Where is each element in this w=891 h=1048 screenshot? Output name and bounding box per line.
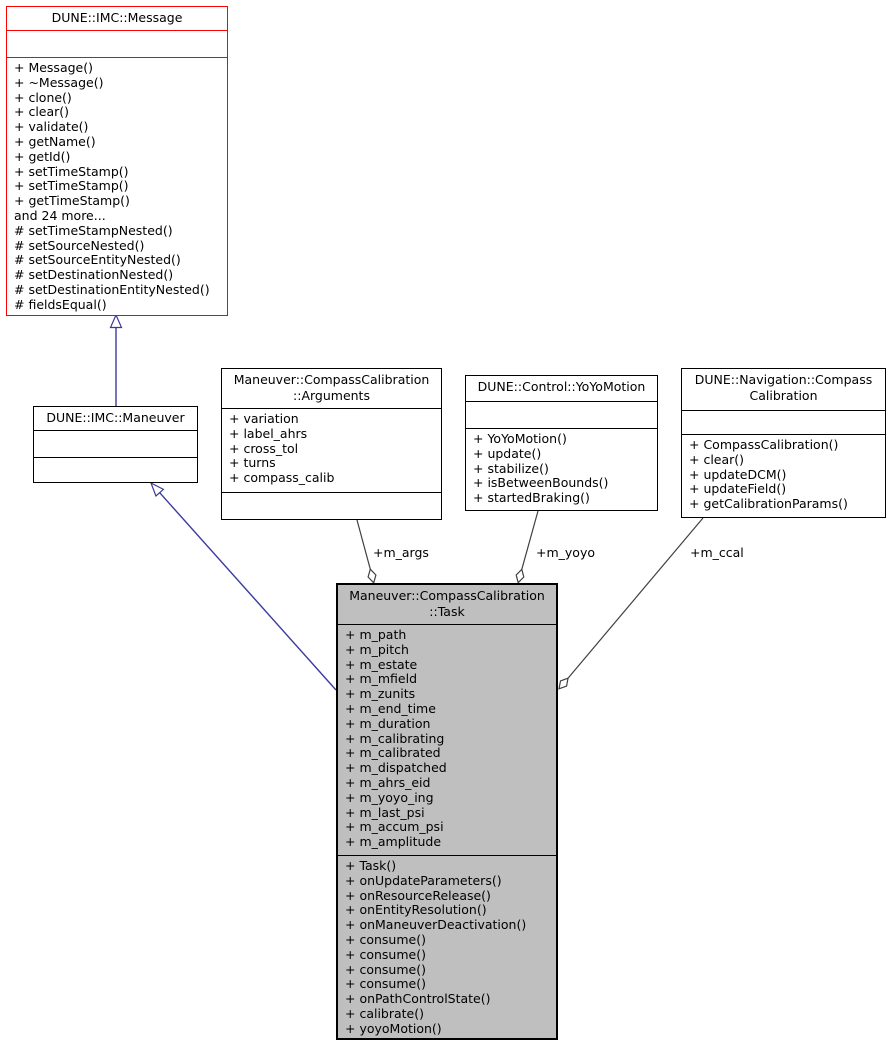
class-box-compasscalibration-task[interactable] (336, 583, 558, 1040)
member-row: # setSourceNested() (14, 237, 145, 253)
class-methods (7, 57, 227, 315)
member-row: + setTimeStamp() (14, 163, 129, 179)
member-row: + onUpdateParameters() (345, 872, 502, 888)
class-title-line: ::Arguments (293, 388, 370, 403)
member-row: + clone() (14, 89, 72, 105)
member-row: + m_amplitude (345, 834, 442, 850)
class-attributes (338, 624, 556, 855)
member-row: # fieldsEqual() (14, 296, 107, 312)
class-methods (338, 855, 556, 1038)
aggregation-line (357, 520, 370, 569)
aggregation-line (522, 511, 538, 569)
member-row: + m_yoyo_ing (345, 789, 434, 805)
aggregation-line (568, 518, 703, 678)
class-attributes (34, 430, 197, 457)
member-row: + m_last_psi (345, 804, 425, 820)
class-methods (34, 457, 197, 482)
member-row: + isBetweenBounds() (473, 475, 609, 491)
member-row: + onEntityResolution() (345, 902, 487, 918)
member-row: + consume() (345, 931, 426, 947)
class-title-line: Maneuver::CompassCalibration (349, 588, 545, 603)
class-title (338, 585, 556, 624)
class-title (222, 369, 441, 408)
edge-m-yoyo (516, 511, 595, 583)
class-box-dune-imc-message[interactable] (6, 6, 228, 316)
edge-label-m-ccal: +m_ccal (690, 545, 744, 560)
member-row: + m_calibrated (345, 745, 441, 761)
member-row: + turns (229, 455, 276, 471)
class-attributes (682, 410, 885, 434)
class-title-line: Calibration (749, 388, 818, 403)
member-row: # setDestinationEntityNested() (14, 281, 210, 297)
member-row: + getTimeStamp() (14, 193, 130, 209)
member-row: + variation (229, 411, 299, 426)
member-row: # setSourceEntityNested() (14, 252, 181, 268)
class-title (682, 369, 885, 410)
edge-m-args (357, 520, 429, 583)
class-title-line: DUNE::Control::YoYoMotion (477, 379, 646, 394)
member-row: + m_dispatched (345, 760, 447, 776)
member-row: + calibrate() (345, 1005, 425, 1021)
member-row: + startedBraking() (473, 490, 590, 506)
member-row: + updateField() (689, 481, 787, 497)
member-row: + m_pitch (345, 641, 409, 657)
class-title-line: Maneuver::CompassCalibration (233, 372, 430, 387)
member-row: + CompassCalibration() (689, 437, 839, 452)
class-title-line: DUNE::Navigation::Compass (694, 372, 873, 387)
member-row: + getId() (14, 148, 71, 164)
aggregation-diamond-icon (559, 678, 568, 689)
member-row: + Task() (345, 858, 397, 873)
member-row: + onManeuverDeactivation() (345, 917, 527, 933)
class-attributes (7, 30, 227, 57)
class-title (7, 7, 227, 30)
class-box-dune-control-yoyomotion[interactable] (465, 375, 658, 511)
member-row: + m_zunits (345, 686, 416, 702)
class-box-dune-imc-maneuver[interactable] (33, 406, 198, 483)
inheritance-arrowhead-icon (111, 315, 122, 328)
member-row: + m_calibrating (345, 730, 445, 746)
class-title-line: DUNE::IMC::Maneuver (46, 410, 185, 425)
member-row: + onPathControlState() (345, 991, 491, 1007)
inheritance-line (160, 493, 336, 690)
class-title (34, 407, 197, 430)
class-box-dune-navigation-compasscalibration[interactable] (681, 368, 886, 518)
member-row: + getName() (14, 133, 96, 149)
member-row: + YoYoMotion() (473, 431, 567, 446)
member-row: + stabilize() (473, 460, 549, 476)
aggregation-diamond-icon (516, 569, 524, 582)
member-row: + m_mfield (345, 671, 418, 687)
member-row: + getCalibrationParams() (689, 496, 848, 512)
class-title (466, 376, 657, 401)
class-title-line: ::Task (429, 604, 465, 619)
edge-label-m-args: +m_args (373, 545, 429, 560)
member-row: + m_ahrs_eid (345, 774, 431, 790)
class-methods (682, 434, 885, 517)
class-methods (222, 492, 441, 519)
member-row: # setTimeStampNested() (14, 222, 173, 238)
edge-label-m-yoyo: +m_yoyo (536, 545, 595, 560)
member-row: + label_ahrs (229, 425, 308, 441)
member-row: + consume() (345, 976, 426, 992)
member-row: + setTimeStamp() (14, 178, 129, 194)
member-row: and 24 more... (14, 207, 106, 223)
class-box-compasscalibration-arguments[interactable] (221, 368, 442, 520)
member-row: + m_duration (345, 715, 431, 731)
member-row: + ~Message() (14, 74, 104, 90)
edge-m-ccal (559, 518, 744, 689)
member-row: + cross_tol (229, 440, 299, 456)
class-title-line: DUNE::IMC::Message (51, 10, 183, 25)
member-row: + update() (473, 445, 542, 461)
member-row: + Message() (14, 60, 93, 75)
member-row: + compass_calib (229, 470, 335, 486)
member-row: + m_accum_psi (345, 819, 444, 835)
class-attributes (466, 401, 657, 428)
member-row: + yoyoMotion() (345, 1020, 442, 1036)
aggregation-diamond-icon (368, 569, 376, 583)
member-row: + consume() (345, 961, 426, 977)
edge-maneuver-inherits-message (111, 315, 122, 407)
member-row: + updateDCM() (689, 466, 787, 482)
member-row: + m_estate (345, 656, 418, 672)
member-row: + consume() (345, 946, 426, 962)
member-row: + clear() (689, 451, 745, 467)
member-row: + onResourceRelease() (345, 887, 491, 903)
class-methods (466, 428, 657, 510)
member-row: # setDestinationNested() (14, 267, 174, 283)
member-row: + validate() (14, 119, 89, 135)
member-row: + m_end_time (345, 700, 436, 716)
member-row: + clear() (14, 104, 70, 120)
class-attributes (222, 408, 441, 492)
member-row: + m_path (345, 627, 407, 642)
